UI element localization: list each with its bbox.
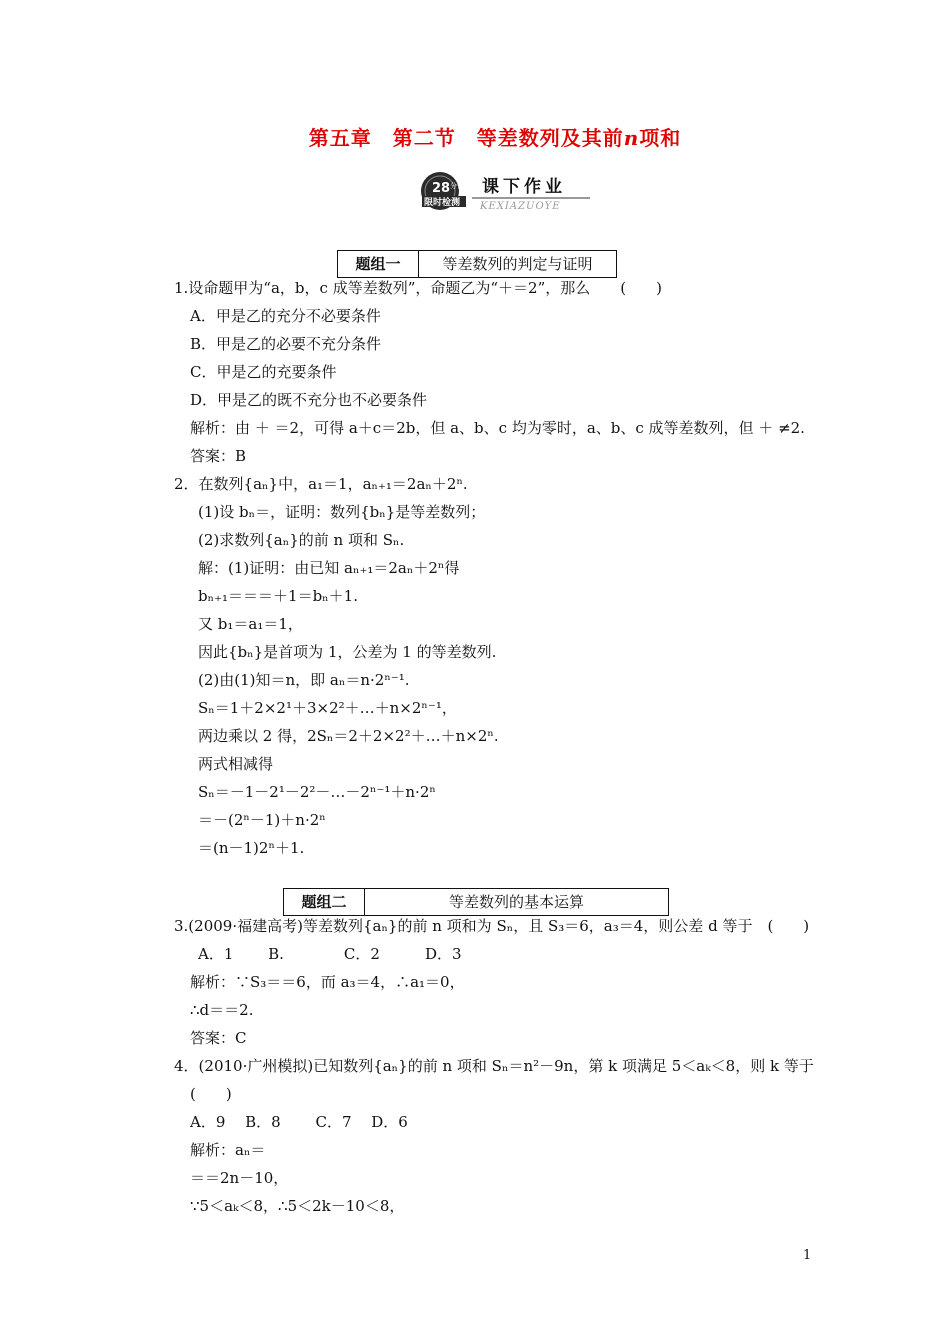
page-title <box>0 122 950 151</box>
q3-analysis: ∴d＝＝2. <box>190 1001 254 1019</box>
title-suffix: 项和 <box>639 126 682 150</box>
q2-solution-line: 两边乘以 2 得，2Sₙ＝2＋2×2²＋…＋n×2ⁿ. <box>198 727 499 745</box>
q2-solution-line: ＝－(2ⁿ－1)＋n·2ⁿ <box>198 811 326 829</box>
homework-badge <box>420 170 600 212</box>
q1-option-a: A．甲是乙的充分不必要条件 <box>190 307 381 325</box>
group2-header <box>283 888 669 916</box>
q3-answer: 答案：C <box>190 1029 247 1047</box>
badge-graphic <box>420 170 600 212</box>
q2-part1: (1)设 bₙ＝，证明：数列{bₙ}是等差数列； <box>198 503 486 521</box>
badge-sub: 限时检测 <box>424 198 461 208</box>
q2-part2: (2)求数列{aₙ}的前 n 项和 Sₙ. <box>198 531 405 549</box>
q4-stem: 4．(2010·广州模拟)已知数列{aₙ}的前 n 项和 Sₙ＝n²－9n，第 k 项满足 5＜aₖ＜8，则 k 等于 <box>174 1057 814 1075</box>
group1-label: 题组一 <box>338 251 419 277</box>
q4-options: A．9 B．8 C．7 D．6 <box>190 1113 408 1131</box>
badge-unit: 分钟 <box>450 182 464 190</box>
q3-analysis: 解析：∵S₃＝＝6，而 a₃＝4，∴a₁＝0， <box>190 973 465 991</box>
group2-label: 题组二 <box>284 889 365 915</box>
group1-header <box>337 250 617 278</box>
q2-stem: 2．在数列{aₙ}中，a₁＝1，aₙ₊₁＝2aₙ＋2ⁿ. <box>174 475 468 493</box>
q1-option-c: C．甲是乙的充要条件 <box>190 363 337 381</box>
badge-number: 28 <box>432 181 451 196</box>
q4-analysis: ＝＝2n－10， <box>190 1169 289 1187</box>
group1-topic: 等差数列的判定与证明 <box>442 255 593 273</box>
title-prefix: 第五章 第二节 等差数列及其前 <box>308 126 624 150</box>
q4-blank: ( ) <box>190 1085 232 1103</box>
badge-main: 课下作业 <box>482 177 566 197</box>
q2-solution-line: 又 b₁＝a₁＝1， <box>198 615 303 633</box>
q2-solution-line: ＝(n－1)2ⁿ＋1. <box>198 839 305 857</box>
q2-solution-line: 解：(1)证明：由已知 aₙ₊₁＝2aₙ＋2ⁿ得 <box>198 559 460 577</box>
q2-solution-line: Sₙ＝1＋2×2¹＋3×2²＋…＋n×2ⁿ⁻¹， <box>198 699 457 717</box>
q1-option-d: D．甲是乙的既不充分也不必要条件 <box>190 391 428 409</box>
q2-solution-line: 因此{bₙ}是首项为 1，公差为 1 的等差数列. <box>198 643 497 661</box>
q1-answer: 答案：B <box>190 447 247 465</box>
q1-analysis: 解析：由 ＋ ＝2，可得 a＋c＝2b，但 a、b、c 均为零时，a、b、c 成等差数列，但 ＋ ≠2. <box>190 419 805 437</box>
page-number: 1 <box>803 1248 812 1263</box>
q3-options: A．1 B. C．2 D．3 <box>198 945 462 963</box>
q4-analysis: ∵5＜aₖ＜8，∴5＜2k－10＜8， <box>190 1197 405 1215</box>
q1-stem: 1.设命题甲为“a，b，c 成等差数列”，命题乙为“＋＝2”，那么 ( ) <box>174 279 662 297</box>
badge-pinyin: KEXIAZUOYE <box>480 201 561 212</box>
title-var: n <box>623 126 640 150</box>
q2-solution-line: (2)由(1)知＝n，即 aₙ＝n·2ⁿ⁻¹. <box>198 671 410 689</box>
q2-solution-line: bₙ₊₁＝＝＝＋1＝bₙ＋1. <box>198 587 358 605</box>
q1-option-b: B．甲是乙的必要不充分条件 <box>190 335 382 353</box>
q3-stem: 3.(2009·福建高考)等差数列{aₙ}的前 n 项和为 Sₙ，且 S₃＝6，a₃＝4，则公差 d 等于 ( ) <box>174 917 810 935</box>
q2-solution-line: Sₙ＝－1－2¹－2²－…－2ⁿ⁻¹＋n·2ⁿ <box>198 783 436 801</box>
q2-solution-line: 两式相减得 <box>198 755 274 773</box>
group2-topic: 等差数列的基本运算 <box>448 893 584 911</box>
q4-analysis: 解析：aₙ＝ <box>190 1141 266 1159</box>
